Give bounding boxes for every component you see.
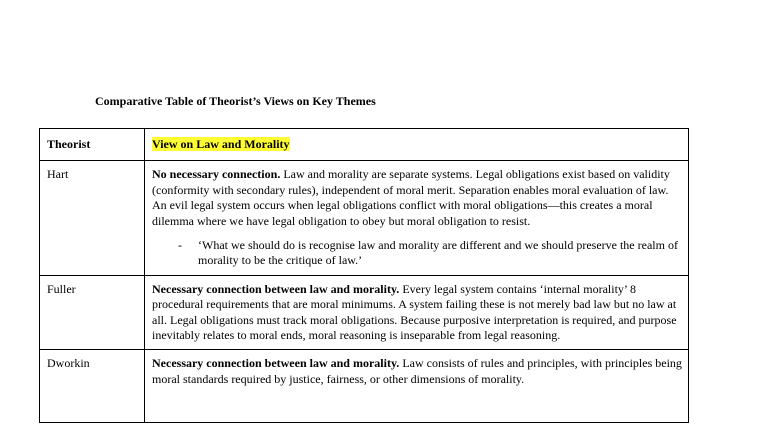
view-body: Every legal system contains ‘internal morality’ 8 procedural requirements that are moral minimums. A system failing these is not merely bad law but no law at all. Legal obligations must track moral obligations. Because purposive interpretation is required, and purpose inevitably relates to moral ends, moral reasoning is inseparable from legal reasoning. — [152, 281, 677, 343]
document-title: Comparative Table of Theorist’s Views on Key Themes — [95, 94, 376, 108]
view-body: Law and morality are separate systems. Legal obligations exist based on validity (conformity with secondary rules), independent of moral merit. Separation enables moral evaluation of law. An evil legal system occurs when legal obligations conflict with moral obligations—this creates a moral dilemma where we have legal obligation to obey but moral obligation to resist. — [152, 167, 670, 228]
bullet-dash: - — [178, 238, 182, 253]
view-body: Law consists of rules and principles, with principles being moral standards required by justice, fairness, or other dimensions of morality. — [152, 356, 682, 386]
theorist-cell: Fuller — [40, 275, 145, 350]
view-paragraph — [152, 167, 682, 229]
view-column-header-text: View on Law and Morality — [152, 137, 290, 151]
table-row — [40, 275, 689, 350]
view-lead: Necessary connection between law and morality. — [152, 356, 400, 371]
view-lead: No necessary connection. — [152, 167, 281, 182]
view-lead: Necessary connection between law and morality. — [152, 281, 400, 296]
theorist-cell: Hart — [40, 161, 145, 275]
view-column-header — [145, 129, 689, 161]
quote-bullet — [152, 238, 682, 269]
table-row — [40, 350, 689, 423]
table-header-row — [40, 129, 689, 161]
view-cell — [145, 350, 689, 423]
view-cell — [145, 161, 689, 275]
view-cell — [145, 275, 689, 350]
quote-text: ‘What we should do is recognise law and morality are different and we should preserve the realm of morality to be the critique of law.’ — [198, 238, 678, 268]
table-row — [40, 161, 689, 275]
theorist-cell: Dworkin — [40, 350, 145, 423]
theorist-column-header: Theorist — [40, 129, 145, 161]
comparison-table — [39, 128, 689, 423]
